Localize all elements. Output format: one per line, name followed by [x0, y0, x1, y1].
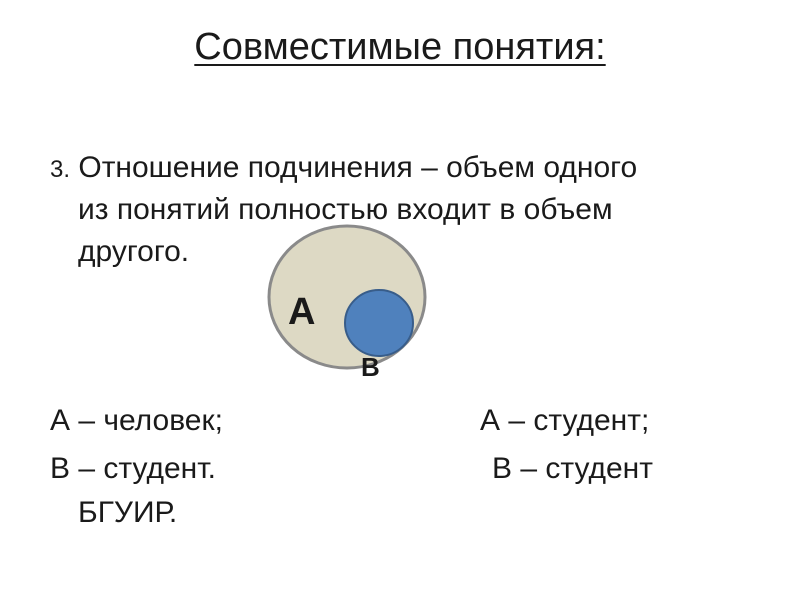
label-a: А: [288, 291, 316, 333]
definition-number: 3.: [50, 156, 71, 183]
definition-line-2: из понятий полностью входит в объем: [78, 193, 613, 226]
example-right-line-1: А – студент;: [480, 404, 650, 437]
example-right-line-2: В – студент: [492, 452, 653, 485]
example-right-line-3: БГУИР.: [78, 496, 178, 529]
example-left-line-2: В – студент.: [50, 452, 216, 485]
euler-diagram: [262, 222, 432, 388]
inner-circle-b: [345, 290, 413, 356]
slide-title: Совместимые понятия:: [194, 26, 606, 68]
definition-line-3: другого.: [78, 235, 190, 268]
definition-text-1: Отношение подчинения – объем одного: [78, 151, 638, 184]
example-left-line-1: А – человек;: [50, 404, 223, 437]
label-b: В: [361, 352, 380, 382]
definition-line-1: [50, 147, 637, 191]
